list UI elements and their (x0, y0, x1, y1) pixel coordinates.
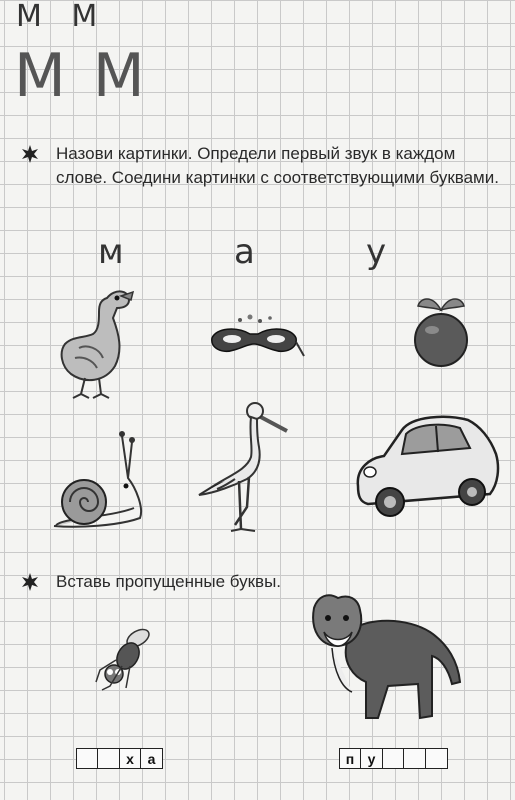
duck-picture[interactable] (55, 278, 135, 406)
word-2-cells (340, 748, 448, 769)
star-bullet-icon (20, 144, 40, 164)
task-1-text: Назови картинки. Определи первый звук в каждом слове. Соедини картинки с соответствующими буквами. (56, 144, 499, 187)
word-2-cell: у (360, 748, 383, 769)
snail-picture[interactable] (48, 428, 148, 534)
word-1-cell: х (119, 748, 142, 769)
word-1-cell[interactable] (76, 748, 99, 769)
task-2-text: Вставь пропущенные буквы. (56, 572, 282, 591)
letter-m-large: М М (14, 41, 149, 111)
answer-letter-a: а (234, 232, 255, 272)
mask-picture[interactable] (200, 312, 310, 362)
word-2-cell[interactable] (382, 748, 405, 769)
puma-picture[interactable] (308, 592, 464, 726)
word-2-cell[interactable] (403, 748, 426, 769)
word-2-cell[interactable] (425, 748, 448, 769)
word-1-cell[interactable] (97, 748, 120, 769)
car-picture[interactable] (350, 408, 502, 524)
letter-m-small: М М (16, 0, 108, 34)
stork-picture[interactable] (195, 395, 290, 535)
word-2-cell: п (339, 748, 362, 769)
star-bullet-icon (20, 572, 40, 592)
task-1 (20, 142, 501, 190)
task-2 (20, 570, 501, 594)
fly-picture[interactable] (92, 620, 158, 696)
orange-picture[interactable] (412, 290, 470, 370)
word-1-cell: а (140, 748, 163, 769)
answer-letter-u: у (366, 232, 387, 272)
word-1-cells (77, 748, 163, 769)
answer-letter-m: м (98, 232, 124, 272)
